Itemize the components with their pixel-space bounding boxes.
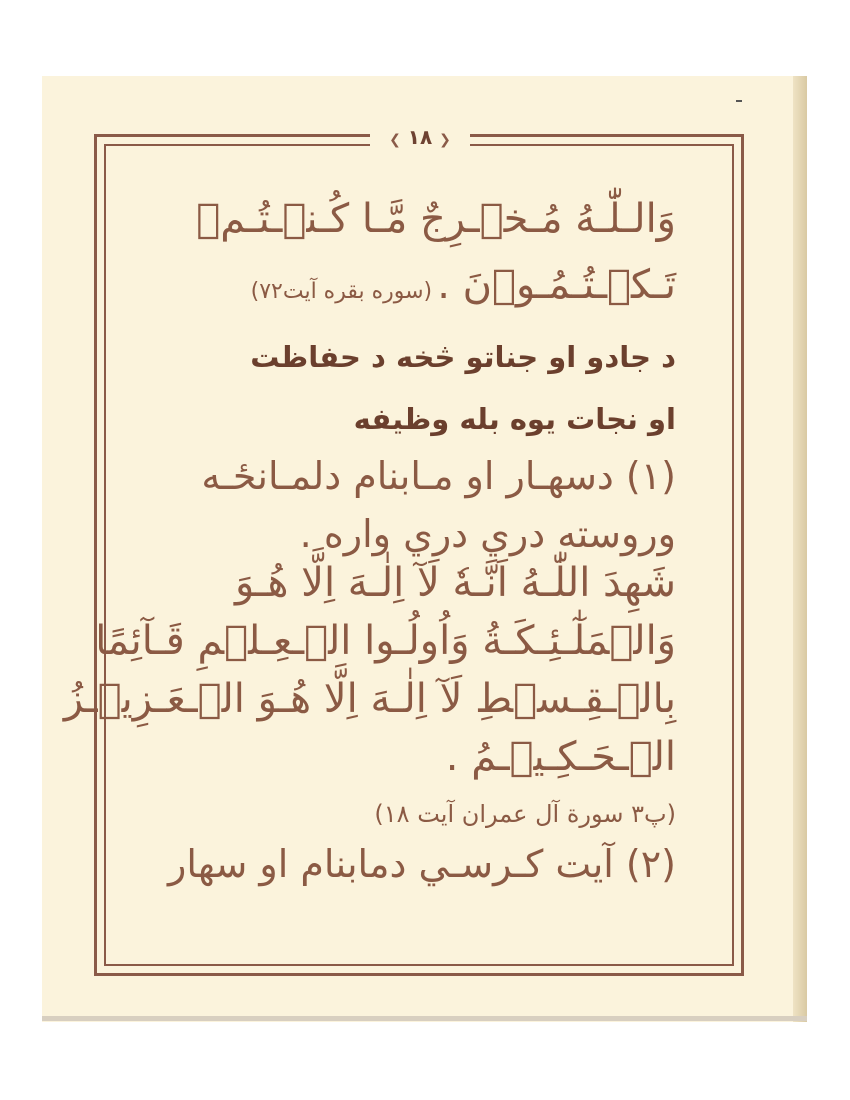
page-bottom-edge xyxy=(42,1016,807,1021)
section-heading-2: او نجات يوه بله وظيفه xyxy=(353,402,676,436)
verse-line-2: وَالۡمَلٰٓـئِـكَـةُ وَاُولُـوا الۡـعِـلۡمِ قَـآئِمًا xyxy=(95,618,676,664)
verse-line-3: بِالۡـقِـسۡطِ لَآ اِلٰـهَ اِلَّا هُـوَ الۡـعَـزِيۡـزُ xyxy=(63,676,676,722)
section-heading-1: د جادو او جناتو څخه د حفاظت xyxy=(250,340,676,374)
margin-mark xyxy=(736,100,742,102)
verse-line-4: الۡـحَـكِـيۡـمُ . xyxy=(445,734,676,780)
arabic-line-2-main: تَـكۡـتُـمُـوۡنَ . xyxy=(437,262,676,308)
item-1-line-a: (١) دسهـار او مـابنام دلمـانځـه xyxy=(201,454,676,498)
item-2-line: (٢) آيت كـرسـي دمابنام او سهار xyxy=(168,842,676,886)
verse-line-1: شَهِدَ اللّٰـهُ اَنَّـهٗ لَآ اِلٰـهَ اِلَّا هُـوَ xyxy=(234,560,676,606)
page-spine-shadow xyxy=(793,76,807,1022)
item-1-line-b: وروسته دري دري واره . xyxy=(299,512,676,556)
page-number xyxy=(370,122,470,152)
arabic-line-2 xyxy=(140,262,676,308)
surah-reference-2: (پ٣ سورة آل عمران آيت ١٨) xyxy=(374,800,676,828)
ornament-right-icon: ❯ xyxy=(439,132,451,148)
ornament-left-icon: ❮ xyxy=(389,132,401,148)
surah-reference-1: (سوره بقره آيت٧٢) xyxy=(250,279,433,304)
arabic-line-1: وَالـلّٰـهُ مُـخۡـرِجٌ مَّـا كُـنۡـتُـمۡ xyxy=(196,196,676,242)
page-number-label: ١٨ xyxy=(407,125,433,149)
